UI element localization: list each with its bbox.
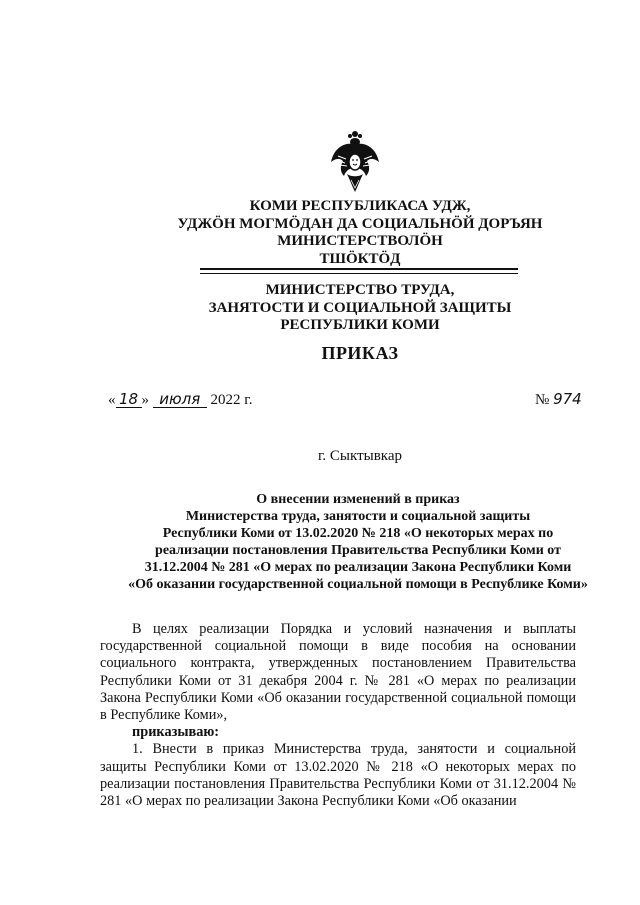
item-1-paragraph: 1. Внести в приказ Министерства труда, занятости и социальной защиты Республики Коми от 13.02.2020 № 218 «О некоторых мерах по реализации постановления Правительства Республики Коми от 31.12.2004 № 281 «О мерах по реализации Закона Республики Коми «Об оказании xyxy=(100,741,576,810)
header-line: РЕСПУБЛИКИ КОМИ xyxy=(280,317,440,333)
subject-line: Республики Коми от 13.02.2020 № 218 «О некоторых мерах по xyxy=(162,526,554,541)
header-line: МИНИСТЕРСТВО ТРУДА, xyxy=(265,282,455,298)
komi-coat-of-arms-icon xyxy=(328,128,382,194)
header-line: УДЖÖН МОГМÖДАН ДА СОЦИАЛЬНÖЙ ДОРЪЯН xyxy=(177,215,543,232)
header-line: МИНИСТЕРСТВОЛÖН xyxy=(277,233,443,249)
order-number-handwritten: 974 xyxy=(553,390,582,408)
header-line: ТШÖКТÖД xyxy=(319,250,401,267)
subject-line: О внесении изменений в приказ xyxy=(256,492,460,507)
document-type-title: ПРИКАЗ xyxy=(321,343,399,363)
date-day-handwritten: 18 xyxy=(116,391,142,408)
subject-line: Министерства труда, занятости и социальной защиты xyxy=(185,509,531,524)
russian-language-header xyxy=(150,282,570,335)
date-open-quote: « xyxy=(108,392,116,408)
subject-line: 31.12.2004 № 281 «О мерах по реализации Закона Республики Коми xyxy=(144,560,572,575)
issue-city: г. Сыктывкар xyxy=(317,448,403,464)
order-number xyxy=(535,391,581,409)
preamble-paragraph: В целях реализации Порядка и условий назначения и выплаты государственной социальной помощи в виде пособия на основании социального контракта, утвержденных постановлением Правительства Республики Коми от 31 декабря 2004 г. № 281 «О мерах по реализации Закона Республики Коми «Об оказании государственной социальной помощи в Республике Коми», xyxy=(100,621,576,724)
subject-line: «Об оказании государственной социальной помощи в Республике Коми» xyxy=(128,577,588,592)
komi-language-header xyxy=(150,198,570,268)
header-line: ЗАНЯТОСТИ И СОЦИАЛЬНОЙ ЗАЩИТЫ xyxy=(208,299,512,316)
order-subject xyxy=(100,491,616,593)
subject-line: реализации постановления Правительства Республики Коми от xyxy=(155,543,561,558)
decree-word: приказываю: xyxy=(132,724,220,741)
header-divider-thin xyxy=(200,273,518,274)
header-divider-thick xyxy=(200,268,518,270)
date-month-handwritten: июля xyxy=(153,391,207,408)
order-body xyxy=(100,621,576,810)
number-prefix: № xyxy=(535,392,550,408)
header-line: КОМИ РЕСПУБЛИКАСА УДЖ, xyxy=(249,198,471,214)
order-date xyxy=(108,391,252,409)
date-close-quote: » xyxy=(141,392,149,408)
date-year: 2022 г. xyxy=(210,392,253,408)
